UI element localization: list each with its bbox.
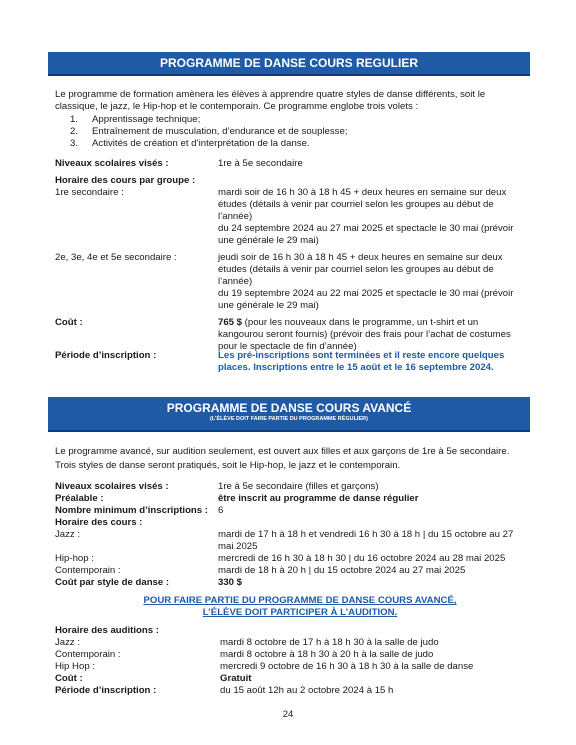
prereq-value: être inscrit au programme de danse régulier — [218, 493, 419, 504]
hiphop-value: mercredi de 16 h 30 à 18 h 30 | du 16 octobre 2024 au 28 mai 2025 — [218, 553, 506, 564]
hiphop-label: Hip-hop : — [55, 553, 94, 564]
aud-jazz-label: Jazz : — [55, 637, 81, 648]
group1-dates: du 24 septembre 2024 au 27 mai 2025 et spectacle le 30 mai (prévoir une générale le 29 mai) — [218, 223, 514, 246]
levels-label: Niveaux scolaires visés : — [55, 158, 169, 169]
schedule-label: Horaire des cours par groupe : — [55, 175, 196, 186]
cost-label: Coût : — [55, 317, 83, 328]
page-number: 24 — [282, 709, 294, 720]
regular-program-banner — [48, 52, 530, 76]
aud-hiphop-label: Hip Hop : — [55, 661, 95, 672]
regular-intro: Le programme de formation amènera les élèves à apprendre quatre styles de danse différents, soit le classique, le jazz, le Hip-hop et le contemporain. Ce programme englobe trois volets : — [55, 89, 486, 112]
jazz-label: Jazz : — [55, 529, 81, 540]
cost-value — [218, 317, 518, 353]
group1-text: mardi soir de 16 h 30 à 18 h 45 + deux heures en semaine sur deux études (détails à venir par courriel selon les groupes au début de l’année) — [218, 187, 507, 222]
advanced-program-banner — [48, 397, 530, 432]
min-label: Nombre minimum d’inscriptions : — [55, 505, 208, 516]
group2-text: jeudi soir de 16 h 30 à 18 h 45 + deux heures en semaine sur deux études (détails à venir par courriel selon les groupes au début de l’année) — [218, 252, 503, 287]
jazz-value: mardi de 17 h à 18 h et vendredi 16 h 30 à 18 h | du 15 octobre au 27 mai 2025 — [218, 529, 514, 552]
aud-period-value: du 15 août 12h au 2 octobre 2024 à 15 h — [220, 685, 394, 696]
advanced-program-subtitle: (L’ÉLÈVE DOIT FAIRE PARTIE DU PROGRAMME RÉGULIER) — [210, 416, 368, 422]
cost-amount: 765 $ — [218, 317, 243, 328]
course-schedule-label: Horaire des cours : — [55, 517, 143, 528]
advanced-program-title: PROGRAMME DE DANSE COURS AVANCÉ — [166, 401, 412, 415]
style-cost-label: Coût par style de danse : — [55, 577, 170, 588]
contemp-value: mardi de 18 h à 20 h | du 15 octobre 2024 au 27 mai 2025 — [218, 565, 466, 576]
adv-levels-value: 1re à 5e secondaire (filles et garçons) — [218, 481, 379, 492]
aud-hiphop-value: mercredi 9 octobre de 16 h 30 à 18 h 30 à la salle de danse — [220, 661, 474, 672]
aud-period-label: Période d’inscription : — [55, 685, 157, 696]
period-value: Les pré-inscriptions sont terminées et il reste encore quelques places. Inscriptions entre le 15 août et le 16 septembre 2024. — [218, 350, 505, 373]
period-label: Période d’inscription : — [55, 350, 157, 361]
aud-jazz-value: mardi 8 octobre de 17 h à 18 h 30 à la salle de judo — [220, 637, 439, 648]
list-item: 2. Entraînement de musculation, d’endurance et de souplesse; — [70, 126, 348, 137]
adv-levels-label: Niveaux scolaires visés : — [55, 481, 169, 492]
aud-contemp-label: Contemporain : — [55, 649, 121, 660]
audition-notice-line-2: L’ÉLÈVE DOIT PARTICIPER À L’AUDITION. — [202, 607, 398, 618]
advanced-intro-1: Le programme avancé, sur audition seulement, est ouvert aux filles et aux garçons de 1re à 5e secondaire. — [55, 446, 510, 457]
aud-cost-label: Coût : — [55, 673, 83, 684]
group1-label: 1re secondaire : — [55, 187, 124, 198]
regular-program-title: PROGRAMME DE DANSE COURS REGULIER — [159, 56, 419, 70]
group2-dates: du 19 septembre 2024 au 22 mai 2025 et spectacle le 30 mai (prévoir une générale le 29 mai) — [218, 288, 514, 311]
style-cost-value: 330 $ — [218, 577, 243, 588]
aud-contemp-value: mardi 8 octobre à 18 h 30 à 20 h à la salle de judo — [220, 649, 434, 660]
list-item: 1. Apprentissage technique; — [70, 114, 201, 125]
list-item: 3. Activités de création et d’interprétation de la danse. — [70, 138, 310, 149]
min-value: 6 — [218, 505, 224, 516]
levels-value: 1re à 5e secondaire — [218, 158, 303, 169]
audition-schedule-label: Horaire des auditions : — [55, 625, 159, 636]
cost-detail: (pour les nouveaux dans le programme, un t-shirt et un kangourou seront fournis) (prévoir des frais pour l’achat de costumes pour le spectacle de fin d’année) — [218, 317, 511, 352]
aud-cost-value: Gratuit — [220, 673, 252, 684]
advanced-intro-2: Trois styles de danse seront pratiqués, soit le Hip-hop, le jazz et le contemporain. — [55, 460, 401, 471]
contemp-label: Contemporain : — [55, 565, 121, 576]
group2-label: 2e, 3e, 4e et 5e secondaire : — [55, 252, 177, 263]
prereq-label: Préalable : — [55, 493, 104, 504]
audition-notice-line-1: POUR FAIRE PARTIE DU PROGRAMME DE DANSE COURS AVANCÉ, — [143, 595, 457, 606]
